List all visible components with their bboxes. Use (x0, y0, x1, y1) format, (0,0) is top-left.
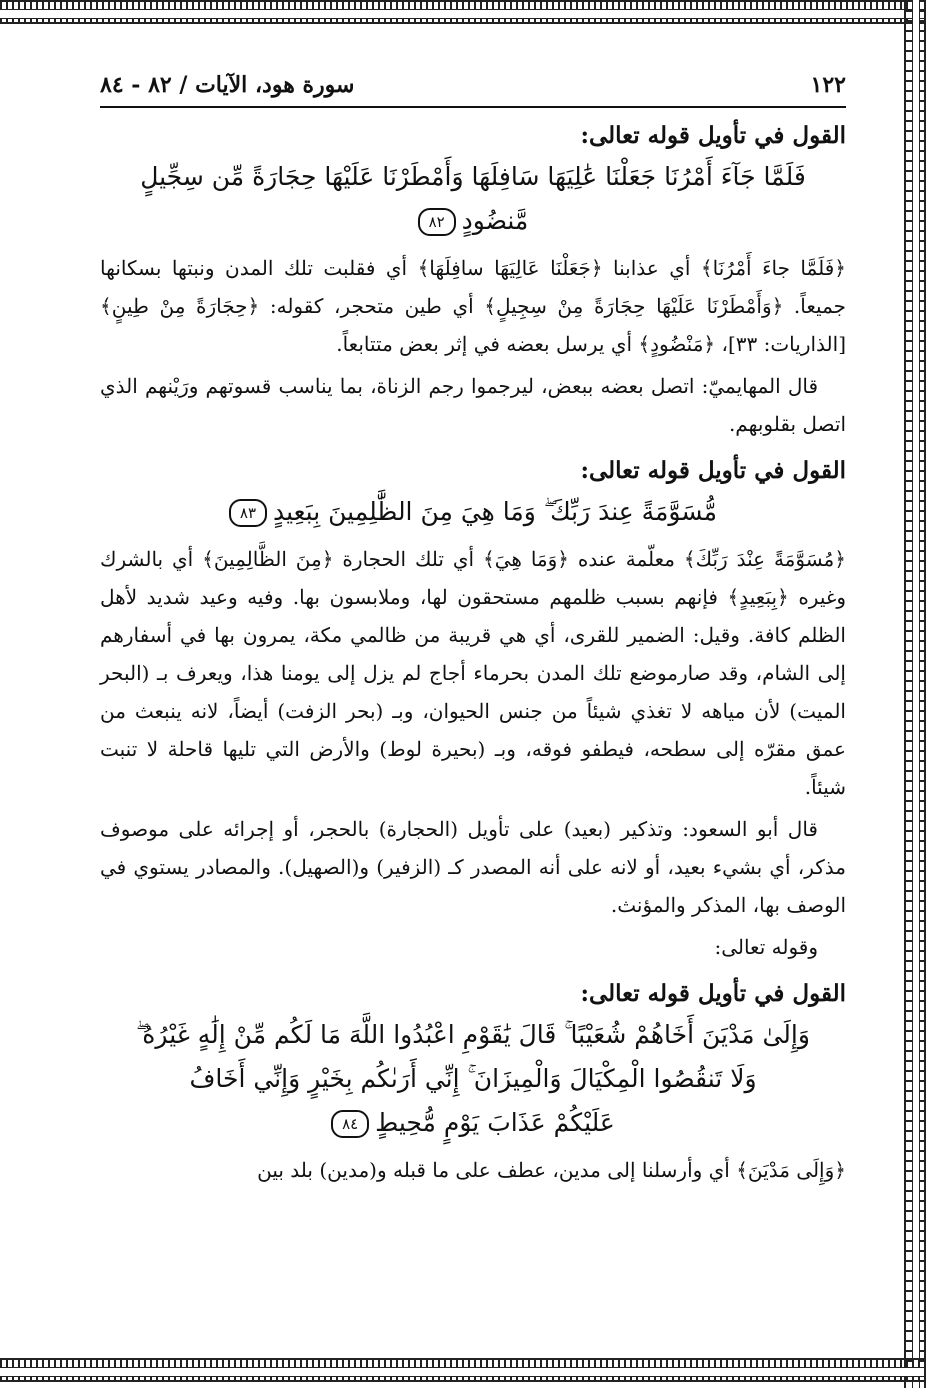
running-title: سورة هود، الآيات / ٨٢ - ٨٤ (100, 72, 355, 98)
section-heading: القول في تأويل قوله تعالى: (580, 122, 846, 149)
section-heading: القول في تأويل قوله تعالى: (580, 980, 846, 1007)
commentary-paragraph: وقوله تعالى: (714, 935, 818, 959)
ornamental-border-top (0, 0, 924, 24)
quran-line-end (100, 1101, 846, 1145)
quran-line: وَلَا تَنقُصُوا الْمِكْيَالَ وَالْمِيزَانَ ۚ إِنِّي أَرَىٰكُم بِخَيْرٍ وَإِنِّي أَخَافُ (189, 1064, 757, 1093)
quran-verse (100, 155, 846, 243)
quran-line: عَلَيْكُمْ عَذَابَ يَوْمٍ مُّحِيطٍ (375, 1108, 615, 1137)
commentary-paragraph: قال أبو السعود: وتذكير (بعيد) على تأويل (الحجارة) بالحجر، أو إجرائه على موصوف مذكر، أي بشيء بعيد، أو لانه على أنه المصدر كـ (الزفير) و(الصهيل). والمصادر يستوي في الوصف بها، المذكر والمؤنث. (100, 817, 846, 917)
section-ayah-83 (100, 457, 846, 966)
ornamental-border-right (904, 0, 926, 1388)
quran-line: مَّنضُودٍ (461, 206, 529, 235)
ayah-number-badge: ٨٣ (229, 499, 267, 527)
ornamental-border-bottom (0, 1358, 924, 1382)
commentary-paragraph: قال المهايميّ: اتصل بعضه ببعض، ليرجموا رجم الزناة، بما يناسب قسوتهم ورَيْنهم الذي اتصل بقلوبهم. (100, 374, 846, 436)
page-number: ١٢٢ (810, 72, 846, 98)
commentary-paragraph: ﴿وَإِلَى مَدْيَنَ﴾ أي وأرسلنا إلى مدين، عطف على ما قبله و(مدين) بلد بين (257, 1158, 846, 1182)
quran-verse (100, 490, 846, 534)
page-header (100, 60, 846, 108)
commentary-paragraph: ﴿مُسَوَّمَةً عِنْدَ رَبِّكَ﴾ معلّمة عنده ﴿وَمَا هِيَ﴾ أي تلك الحجارة ﴿مِنَ الظَّالِمِينَ﴾ أي بالشرك وغيره ﴿بِبَعِيدٍ﴾ فإنهم بسبب ظلمهم مستحقون لها، وملابسون بها. وفيه وعيد شديد لأهل الظلم كافة. وقيل: الضمير للقرى، أي هي قريبة من ظالمي مكة، يمرون بها في أسفارهم إلى الشام، وقد صارموضع تلك المدن بحرماء أجاج لم يزل إلى يومنا هذا، ويعرف بـ (البحر الميت) لأن مياهه لا تغذي شيئاً من جنس الحيوان، وبـ (بحر الزفت) أيضاً، لانه ينبعث من عمق مقرّه إلى سطحه، فيطفو فوقه، وبـ (بحيرة لوط) والأرض التي تليها قاحلة لا تنبت شيئاً. (100, 547, 846, 799)
quran-line: فَلَمَّا جَآءَ أَمْرُنَا جَعَلْنَا عَٰلِيَهَا سَافِلَهَا وَأَمْطَرْنَا عَلَيْهَا حِجَارَةً مِّن سِجِّيلٍ (140, 162, 806, 191)
section-ayah-84 (100, 980, 846, 1189)
book-page (100, 60, 846, 1320)
commentary-paragraph: ﴿فَلَمَّا جاءَ أَمْرُنَا﴾ أي عذابنا ﴿جَعَلْنَا عَالِيَهَا سافِلَهَا﴾ أي فقلبت تلك المدن ونبتها بسكانها جميعاً. ﴿وَأَمْطَرْنَا عَلَيْهَا حِجَارَةً مِنْ سِجِيلٍ﴾ أي طين متحجر، كقوله: ﴿حِجَارَةً مِنْ طِينٍ﴾ [الذاريات: ٣٣]، ﴿مَنْضُودٍ﴾ أي يرسل بعضه في إثر بعض متتابعاً. (100, 256, 846, 356)
quran-line-end (100, 199, 846, 243)
ayah-number-badge: ٨٤ (331, 1110, 369, 1138)
quran-verse (100, 1013, 846, 1145)
ayah-number-badge: ٨٢ (418, 208, 456, 236)
section-heading: القول في تأويل قوله تعالى: (580, 457, 846, 484)
quran-line-end (100, 490, 846, 534)
section-ayah-82 (100, 122, 846, 443)
quran-line: مُّسَوَّمَةً عِندَ رَبِّكَ ۖ وَمَا هِيَ مِنَ الظَّٰلِمِينَ بِبَعِيدٍ (272, 497, 718, 526)
quran-line: وَإِلَىٰ مَدْيَنَ أَخَاهُمْ شُعَيْبًا ۚ قَالَ يَٰقَوْمِ اعْبُدُوا اللَّهَ مَا لَكُم مِّنْ إِلَٰهٍ غَيْرُهُ ۖ (136, 1020, 810, 1049)
